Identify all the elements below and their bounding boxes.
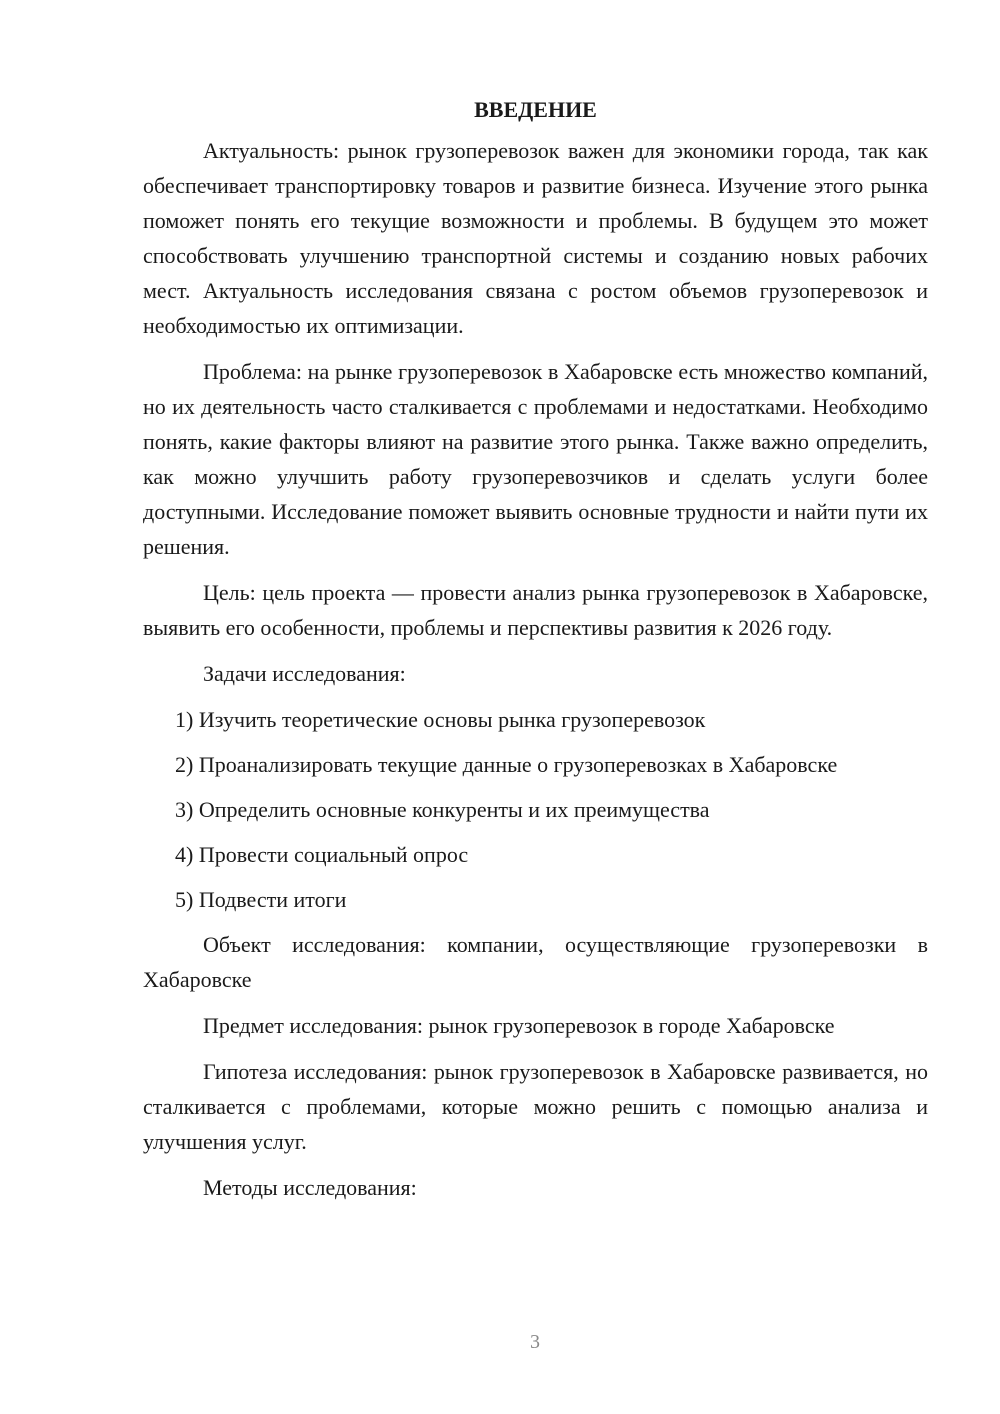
task-item: 1) Изучить теоретические основы рынка грузоперевозок bbox=[175, 707, 706, 732]
page-number: 3 bbox=[530, 1331, 540, 1353]
tasks-list bbox=[143, 702, 928, 917]
task-item: 2) Проанализировать текущие данные о грузоперевозках в Хабаровске bbox=[175, 752, 838, 777]
hypothesis-paragraph: Гипотеза исследования: рынок грузоперевозок в Хабаровске развивается, но сталкивается с проблемами, которые можно решить с помощью анализа и улучшения услуг. bbox=[143, 1059, 928, 1154]
methods-heading: Методы исследования: bbox=[203, 1175, 417, 1200]
task-item: 4) Провести социальный опрос bbox=[175, 842, 469, 867]
problem-paragraph: Проблема: на рынке грузоперевозок в Хабаровске есть множество компаний, но их деятельность часто сталкивается с проблемами и недостатками. Необходимо понять, какие факторы влияют на развитие этого рынка. Также важно определить, как можно улучшить работу грузоперевозчиков и сделать услуги более доступными. Исследование поможет выявить основные трудности и найти пути их решения. bbox=[143, 359, 928, 559]
relevance-paragraph: Актуальность: рынок грузоперевозок важен для экономики города, так как обеспечивает транспортировку товаров и развитие бизнеса. Изучение этого рынка поможет понять его текущие возможности и проблемы. В будущем это может способствовать улучшению транспортной системы и созданию новых рабочих мест. Актуальность исследования связана с ростом объемов грузоперевозок и необходимостью их оптимизации. bbox=[143, 138, 928, 338]
document-page bbox=[143, 92, 928, 1216]
page-title: ВВЕДЕНИЕ bbox=[474, 97, 597, 122]
tasks-heading: Задачи исследования: bbox=[203, 661, 406, 686]
task-item: 3) Определить основные конкуренты и их преимущества bbox=[175, 797, 710, 822]
goal-paragraph: Цель: цель проекта — провести анализ рынка грузоперевозок в Хабаровске, выявить его особенности, проблемы и перспективы развития к 2026 году. bbox=[143, 580, 928, 640]
task-item: 5) Подвести итоги bbox=[175, 887, 347, 912]
object-paragraph: Объект исследования: компании, осуществляющие грузоперевозки в Хабаровске bbox=[143, 932, 928, 992]
subject-paragraph: Предмет исследования: рынок грузоперевозок в городе Хабаровске bbox=[203, 1013, 835, 1038]
